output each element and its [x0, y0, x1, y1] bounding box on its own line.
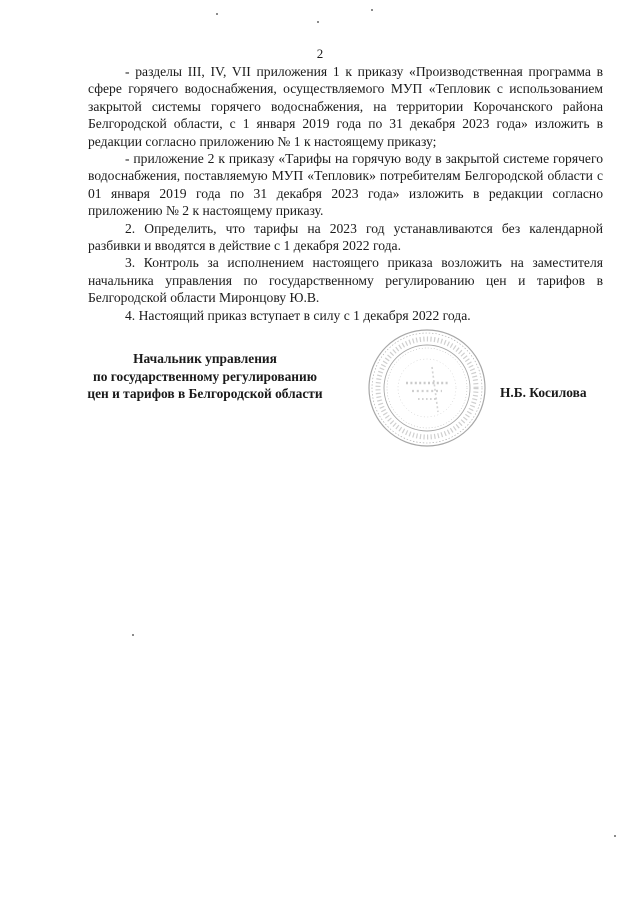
page-number: 2: [316, 46, 324, 61]
paragraph-item-3: 3. Контроль за исполнением настоящего приказа возложить на заместителя начальника управления по государственному регулированию цен и тарифов в Белгородской области Миронцову Ю.В.: [88, 255, 603, 306]
round-official-seal-icon: [366, 327, 488, 449]
signatory-title-line: по государственному регулированию: [93, 368, 317, 384]
signatory-title-line: цен и тарифов в Белгородской области: [87, 386, 323, 402]
paragraph-item-2: 2. Определить, что тарифы на 2023 год устанавливаются без календарной разбивки и вводятся в действие с 1 декабря 2022 года.: [88, 220, 603, 254]
scan-speck: [614, 835, 616, 837]
signatory-title-line: Начальник управления: [133, 351, 277, 366]
scan-speck: [371, 9, 373, 11]
paragraph-appendix-2-amendment: - приложение 2 к приказу «Тарифы на горячую воду в закрытой системе горячего водоснабжения, поставляемую МУП «Тепловик» потребителям Белгородской области с 01 января 2019 года по 31 декабря 2023 года» изложить в редакции согласно приложению № 2 к настоящему приказу.: [88, 151, 603, 219]
signatory-title: [70, 350, 340, 403]
paragraph-item-4: 4. Настоящий приказ вступает в силу с 1 декабря 2022 года.: [125, 307, 471, 323]
signatory-name: Н.Б. Косилова: [500, 385, 587, 400]
document-body: [88, 63, 603, 324]
scan-speck: [317, 21, 319, 23]
scan-speck: [216, 13, 218, 15]
scan-speck: [132, 634, 134, 636]
paragraph-sections-amendment: - разделы III, IV, VII приложения 1 к приказу «Производственная программа в сфере горячего водоснабжения, осуществляемого МУП «Тепловик с использованием закрытой системы горячего водоснабжения, на территории Корочанского района Белгородской области, с 1 января 2019 года по 31 декабря 2023 года» изложить в редакции согласно приложению № 1 к настоящему приказу;: [88, 64, 603, 149]
